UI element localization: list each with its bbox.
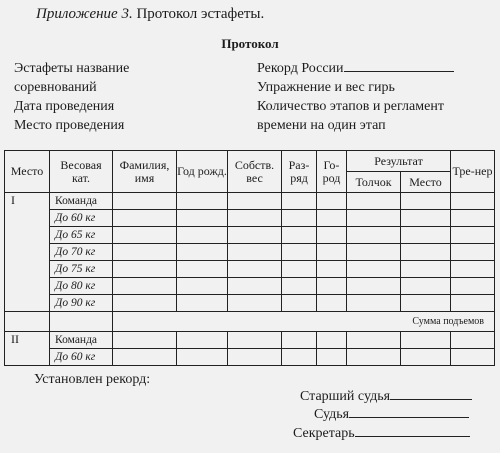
table-cell[interactable] xyxy=(317,332,347,349)
table-cell[interactable] xyxy=(177,210,228,227)
table-cell[interactable] xyxy=(451,210,495,227)
table-cell[interactable] xyxy=(451,278,495,295)
table-cell[interactable] xyxy=(451,227,495,244)
table-cell[interactable] xyxy=(113,349,177,366)
meta-exercise: Упражнение и вес гирь xyxy=(257,80,395,95)
col-place: Место xyxy=(5,151,50,193)
results-table xyxy=(4,150,495,366)
record-set-label: Установлен рекорд: xyxy=(34,372,151,387)
weight-cell: До 65 кг xyxy=(50,227,113,244)
meta-record-label: Рекорд России xyxy=(257,61,344,76)
table-cell[interactable] xyxy=(228,261,282,278)
col-result-place: Место xyxy=(401,172,451,193)
col-name: Фамилия, имя xyxy=(113,151,177,193)
table-cell[interactable] xyxy=(401,244,451,261)
weight-cell: До 70 кг xyxy=(50,244,113,261)
table-cell[interactable] xyxy=(451,349,495,366)
table-cell[interactable] xyxy=(177,278,228,295)
table-cell[interactable] xyxy=(282,295,317,312)
chief-judge-row xyxy=(300,387,472,405)
table-cell[interactable] xyxy=(401,210,451,227)
caption-text: Протокол эстафеты. xyxy=(136,6,265,22)
table-row xyxy=(5,261,495,278)
table-cell[interactable] xyxy=(113,210,177,227)
table-cell[interactable] xyxy=(177,332,228,349)
header-row-1 xyxy=(5,151,495,172)
table-cell[interactable] xyxy=(347,193,401,210)
table-cell[interactable] xyxy=(228,244,282,261)
table-cell[interactable] xyxy=(282,227,317,244)
judge-blank-line[interactable] xyxy=(349,405,469,418)
table-cell xyxy=(5,312,50,332)
weight-cell: Команда xyxy=(50,332,113,349)
meta-record-row xyxy=(257,59,454,78)
table-cell[interactable] xyxy=(113,332,177,349)
table-cell[interactable] xyxy=(282,244,317,261)
table-cell[interactable] xyxy=(282,278,317,295)
table-cell[interactable] xyxy=(282,332,317,349)
chief-judge-label: Старший судья xyxy=(300,389,391,404)
caption-appendix: Приложение 3. xyxy=(36,6,133,22)
table-cell[interactable] xyxy=(317,349,347,366)
table-cell[interactable] xyxy=(451,244,495,261)
meta-venue: Место проведения xyxy=(14,118,125,133)
weight-cell: До 60 кг xyxy=(50,210,113,227)
table-row xyxy=(5,227,495,244)
table-cell[interactable] xyxy=(347,261,401,278)
table-cell[interactable] xyxy=(347,278,401,295)
table-cell[interactable] xyxy=(317,295,347,312)
record-blank-line[interactable] xyxy=(344,59,454,72)
table-cell[interactable] xyxy=(317,193,347,210)
table-cell[interactable] xyxy=(347,227,401,244)
table-cell[interactable] xyxy=(317,244,347,261)
meta-stages: Количество этапов и регламент xyxy=(257,99,444,114)
table-cell[interactable] xyxy=(282,193,317,210)
weight-cell: Команда xyxy=(50,193,113,210)
table-cell[interactable] xyxy=(347,210,401,227)
chief-judge-blank-line[interactable] xyxy=(390,387,472,400)
table-row xyxy=(5,193,495,210)
table-cell[interactable] xyxy=(347,295,401,312)
table-cell[interactable] xyxy=(177,193,228,210)
table-cell[interactable] xyxy=(347,349,401,366)
table-cell[interactable] xyxy=(401,278,451,295)
weight-cell: До 80 кг xyxy=(50,278,113,295)
table-cell[interactable] xyxy=(113,295,177,312)
table-row xyxy=(5,349,495,366)
table-cell[interactable] xyxy=(317,278,347,295)
meta-stage-time: времени на один этап xyxy=(257,118,386,133)
col-result: Результат xyxy=(347,151,451,172)
table-cell[interactable] xyxy=(401,193,451,210)
sum-row xyxy=(5,312,495,332)
table-cell[interactable] xyxy=(317,227,347,244)
sum-of-lifts-label: Сумма подъемов xyxy=(113,312,495,332)
meta-date: Дата проведения xyxy=(14,99,115,114)
table-cell[interactable] xyxy=(451,295,495,312)
table-cell[interactable] xyxy=(113,193,177,210)
weight-cell: До 75 кг xyxy=(50,261,113,278)
table-row xyxy=(5,210,495,227)
weight-cell: До 90 кг xyxy=(50,295,113,312)
table-cell[interactable] xyxy=(282,210,317,227)
table-row xyxy=(5,295,495,312)
secretary-blank-line[interactable] xyxy=(355,424,470,437)
table-cell[interactable] xyxy=(401,295,451,312)
meta-right xyxy=(257,59,454,135)
col-push: Толчок xyxy=(347,172,401,193)
table-cell[interactable] xyxy=(401,227,451,244)
table-cell[interactable] xyxy=(228,349,282,366)
table-cell[interactable] xyxy=(401,261,451,278)
table-cell[interactable] xyxy=(451,261,495,278)
table-cell[interactable] xyxy=(113,278,177,295)
col-coach: Тре-нер xyxy=(451,151,495,193)
table-cell[interactable] xyxy=(177,227,228,244)
table-cell[interactable] xyxy=(228,227,282,244)
table-cell[interactable] xyxy=(228,193,282,210)
col-birth-year: Год рожд. xyxy=(177,151,228,193)
table-cell[interactable] xyxy=(177,244,228,261)
document-title: Протокол xyxy=(221,36,279,51)
table-cell[interactable] xyxy=(113,261,177,278)
col-weight-category: Весовая кат. xyxy=(50,151,113,193)
table-row xyxy=(5,244,495,261)
secretary-label: Секретарь xyxy=(293,426,355,441)
table-cell[interactable] xyxy=(451,193,495,210)
table-cell[interactable] xyxy=(282,261,317,278)
table-cell[interactable] xyxy=(177,295,228,312)
judge-row xyxy=(314,405,469,423)
table-cell[interactable] xyxy=(177,261,228,278)
group-place-1: I xyxy=(5,193,50,312)
table-cell[interactable] xyxy=(228,210,282,227)
table-cell[interactable] xyxy=(317,210,347,227)
col-rank: Раз-ряд xyxy=(282,151,317,193)
table-cell[interactable] xyxy=(317,261,347,278)
table-cell[interactable] xyxy=(228,332,282,349)
table-cell[interactable] xyxy=(347,244,401,261)
table-cell[interactable] xyxy=(401,332,451,349)
meta-relay-name: Эстафеты название xyxy=(14,61,130,76)
table-cell[interactable] xyxy=(228,278,282,295)
weight-cell: До 60 кг xyxy=(50,349,113,366)
meta-competitions: соревнований xyxy=(14,80,97,95)
table-cell xyxy=(50,312,113,332)
table-cell[interactable] xyxy=(113,244,177,261)
table-cell[interactable] xyxy=(282,349,317,366)
col-own-weight: Собств. вес xyxy=(228,151,282,193)
table-cell[interactable] xyxy=(451,332,495,349)
secretary-row xyxy=(293,424,470,442)
judge-label: Судья xyxy=(314,407,350,422)
meta-left xyxy=(14,59,129,135)
table-row xyxy=(5,278,495,295)
group-place-2: II xyxy=(5,332,50,366)
table-cell[interactable] xyxy=(113,227,177,244)
table-cell[interactable] xyxy=(347,332,401,349)
table-cell[interactable] xyxy=(177,349,228,366)
col-city: Го-род xyxy=(317,151,347,193)
table-cell[interactable] xyxy=(228,295,282,312)
document-caption xyxy=(36,6,264,23)
table-cell[interactable] xyxy=(401,349,451,366)
table-row xyxy=(5,332,495,349)
